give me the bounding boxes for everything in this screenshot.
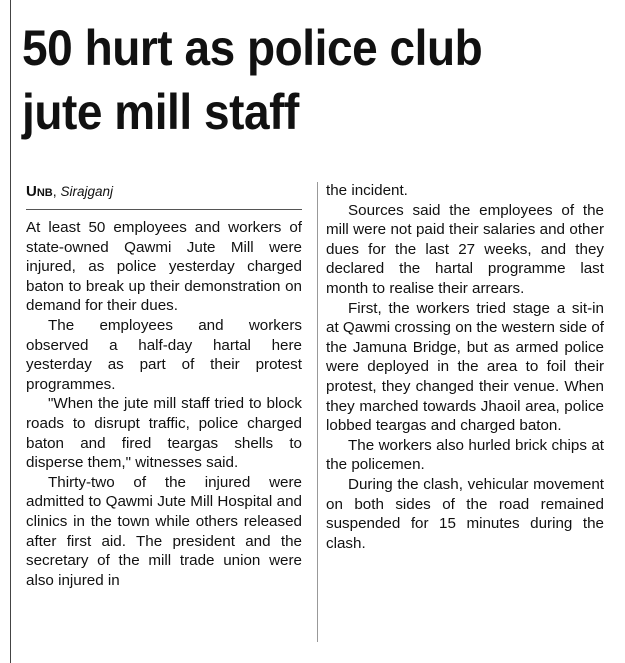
byline [26, 181, 302, 205]
paragraph: First, the workers tried stage a sit-in at Qawmi crossing on the western side of the Jamuna Bridge, but as armed police were deployed in the area to foil their protest, they changed their venue. When they marched towards Jhaoil area, police lobbed teargas and charged baton. [326, 299, 604, 435]
paragraph: During the clash, vehicular movement on both sides of the road remained suspended for 15 minutes during the clash. [326, 475, 604, 552]
paragraph: "When the jute mill staff tried to block roads to disrupt traffic, police charged baton and fired teargas shells to disperse them," witnesses said. [26, 395, 302, 472]
paragraph-continuation: the incident. [326, 182, 408, 199]
paragraph-lead: At least 50 employees and workers of state-owned Qawmi Jute Mill were injured, as police yesterday charged baton to break up their demonstration on demand for their dues. [26, 219, 302, 315]
column-divider [317, 182, 318, 642]
headline-line-2: jute mill staff [22, 84, 299, 140]
paragraph: The employees and workers observed a half-day hartal here yesterday as part of their protest programmes. [26, 316, 302, 393]
paragraph: Thirty-two of the injured were admitted to Qawmi Jute Mill Hospital and clinics in the town while others released after first aid. The president and the secretary of the mill trade union were also injured in [26, 473, 302, 589]
paragraph: The workers also hurled brick chips at the policemen. [326, 436, 604, 474]
byline-location: Sirajganj [60, 184, 114, 199]
headline-line-1: 50 hurt as police club [22, 20, 483, 76]
byline-separator: , [52, 183, 57, 199]
paragraph: Sources said the employees of the mill were not paid their salaries and other dues for the last 27 weeks, and they declared the hartal programme last month to realise their arrears. [326, 201, 604, 297]
byline-agency: Unb [26, 183, 53, 200]
article-column-left [26, 181, 302, 590]
headline [22, 16, 574, 144]
page-edge-rule [10, 0, 11, 663]
article-column-right [326, 181, 604, 553]
byline-divider [26, 209, 302, 210]
